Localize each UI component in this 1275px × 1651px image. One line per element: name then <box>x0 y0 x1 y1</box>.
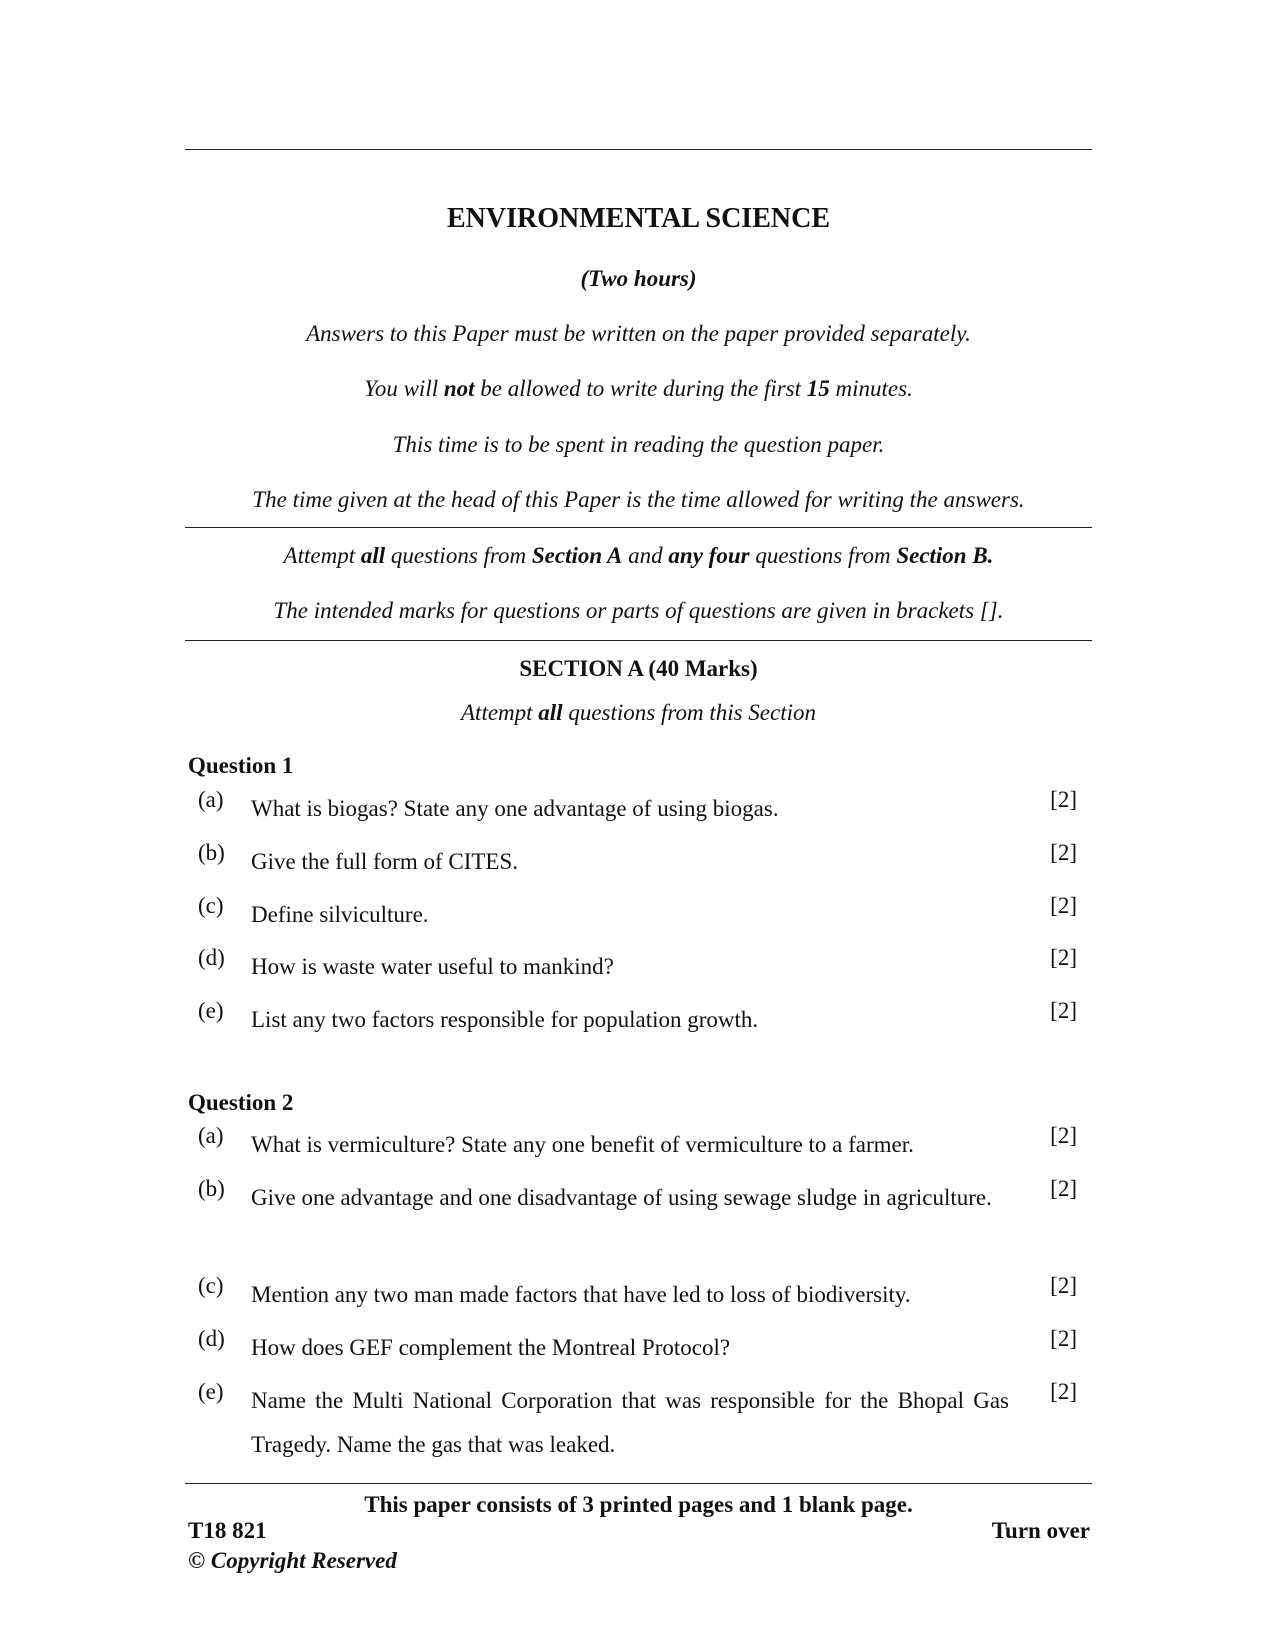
part-marks: [2] <box>1050 893 1077 918</box>
part-text: How is waste water useful to mankind? <box>251 954 614 979</box>
sa-bold: all <box>538 700 563 725</box>
part-marks: [2] <box>1050 1379 1077 1404</box>
duration <box>185 266 1092 292</box>
part-label: (e) <box>198 1379 224 1404</box>
pages-note: This paper consists of 3 printed pages and 1 blank page. <box>364 1492 913 1517</box>
i5e: and <box>622 543 669 568</box>
paper-code: T18 821 <box>188 1518 267 1543</box>
part-text: Give the full form of CITES. <box>251 849 519 874</box>
instruction-6: The intended marks for questions or parts of questions are given in brackets []. <box>273 598 1004 623</box>
i5f: any four <box>668 543 750 568</box>
footer-rule <box>185 1483 1092 1484</box>
part-text: Mention any two man made factors that have led to loss of biodiversity. <box>251 1282 911 1307</box>
instruction-1: Answers to this Paper must be written on the paper provided separately. <box>306 321 971 346</box>
part-label: (a) <box>198 1123 224 1148</box>
i5c: questions from <box>385 543 532 568</box>
part-marks: [2] <box>1050 1326 1077 1351</box>
turn-over: Turn over <box>991 1518 1090 1543</box>
sa-pre: Attempt <box>461 700 539 725</box>
part-text: What is biogas? State any one advantage of using biogas. <box>251 796 779 821</box>
part-label: (b) <box>198 840 225 865</box>
part-text: List any two factors responsible for population growth. <box>251 1007 759 1032</box>
instruction-2-post: minutes. <box>829 376 913 401</box>
section-a-subtitle <box>185 700 1092 726</box>
part-text: How does GEF complement the Montreal Protocol? <box>251 1335 731 1360</box>
part-marks: [2] <box>1050 1273 1077 1298</box>
part-label: (d) <box>198 945 225 970</box>
part-text: Name the Multi National Corporation that was responsible for the Bhopal Gas Tragedy. Name the gas that was leaked. <box>251 1388 1009 1457</box>
rule-2 <box>185 527 1092 528</box>
part-label: (d) <box>198 1326 225 1351</box>
instruction-3: This time is to be spent in reading the question paper. <box>392 432 885 457</box>
part-marks: [2] <box>1050 787 1077 812</box>
instruction-4: The time given at the head of this Paper is the time allowed for writing the answers. <box>252 487 1025 512</box>
duration-text: (Two hours) <box>580 266 697 291</box>
copyright: © Copyright Reserved <box>188 1548 397 1573</box>
part-marks: [2] <box>1050 998 1077 1023</box>
instruction-2 <box>185 376 1092 402</box>
i5g: questions from <box>749 543 897 568</box>
i5d: Section A <box>531 543 623 568</box>
part-text: Give one advantage and one disadvantage of using sewage sludge in agriculture. <box>251 1185 992 1210</box>
question-1-heading: Question 1 <box>188 753 294 778</box>
part-label: (a) <box>198 787 224 812</box>
instruction-2-mid: be allowed to write during the first <box>474 376 807 401</box>
part-label: (c) <box>198 1273 224 1298</box>
rule-3 <box>185 640 1092 641</box>
i5b: all <box>360 543 386 568</box>
top-rule <box>185 149 1092 150</box>
section-a-title: SECTION A (40 Marks) <box>519 656 758 681</box>
paper-title: ENVIRONMENTAL SCIENCE <box>447 203 830 234</box>
instruction-2-pre: You will <box>364 376 444 401</box>
instruction-2-15: 15 <box>806 376 830 401</box>
part-text: What is vermiculture? State any one benefit of vermiculture to a farmer. <box>251 1132 914 1157</box>
i5h: Section B. <box>896 543 994 568</box>
part-marks: [2] <box>1050 945 1077 970</box>
instruction-2-not: not <box>443 376 475 401</box>
question-2-heading: Question 2 <box>188 1090 294 1115</box>
part-label: (e) <box>198 998 224 1023</box>
instruction-5 <box>185 543 1092 569</box>
part-marks: [2] <box>1050 1176 1077 1201</box>
part-marks: [2] <box>1050 1123 1077 1148</box>
sa-post: questions from this Section <box>562 700 816 725</box>
part-text: Define silviculture. <box>251 902 429 927</box>
part-marks: [2] <box>1050 840 1077 865</box>
i5a: Attempt <box>283 543 361 568</box>
part-label: (c) <box>198 893 224 918</box>
part-label: (b) <box>198 1176 225 1201</box>
